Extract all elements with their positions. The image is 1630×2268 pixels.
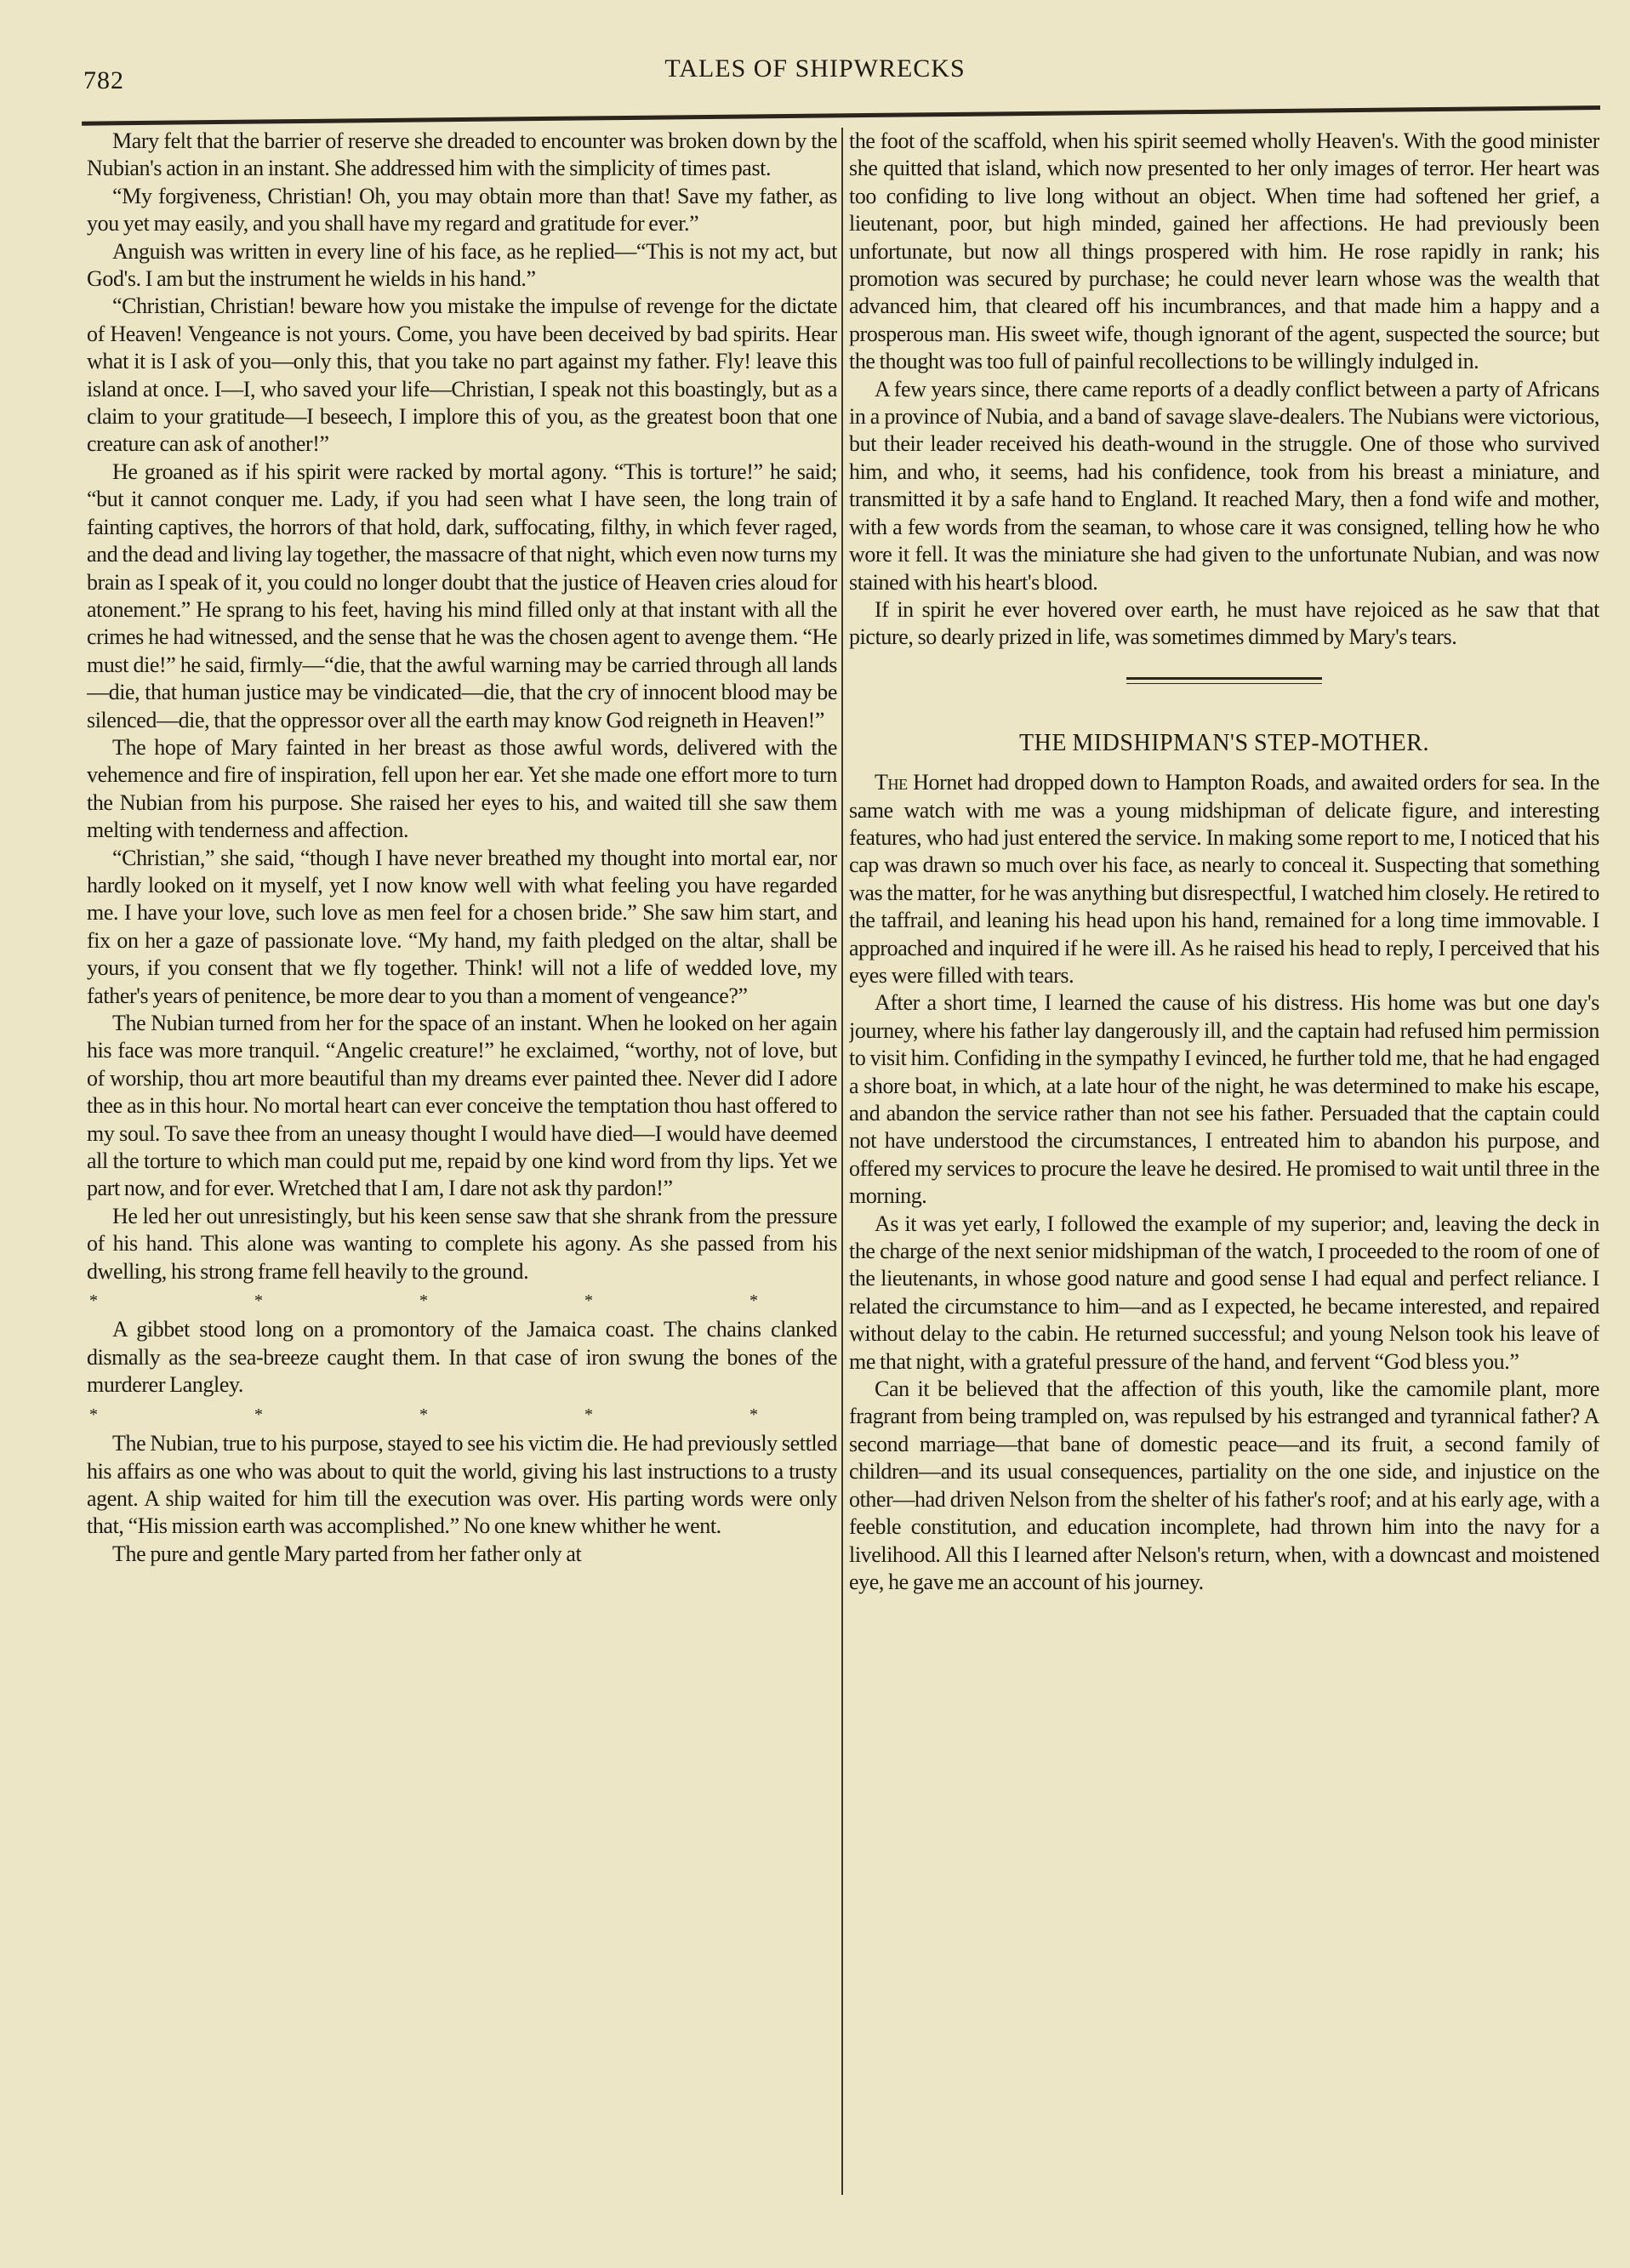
paragraph: The pure and gentle Mary parted from her father only at bbox=[112, 1541, 582, 1566]
section-stars: * * * * * bbox=[89, 1405, 835, 1424]
paragraph: The Nubian, true to his purpose, stayed to see his victim die. He had previously settled his affairs as one who was about to quit the world, giving his last instructions to a trusty agent. A ship waited for him till the execution was over. His parting words were only that, “His mission earth was accomplished.” No one knew whither he went. bbox=[87, 1431, 837, 1539]
paragraph: Anguish was written in every line of his face, as he replied—“This is not my act, but God's. I am but the instrument he wields in his hand.” bbox=[87, 238, 837, 292]
paragraph: The Nubian turned from her for the space of an instant. When he looked on her again his face was more tranquil. “Angelic creature!” he exclaimed, “worthy, not of love, but of worship, thou art more beautiful than my dreams ever painted thee. Never did I adore thee as in this hour. No mortal heart can ever conceive the temptation thou hast offered to my soul. To save thee from an uneasy thought I would have died—I would have deemed all the torture to which man could put me, repaid by one kind word from thy lips. Yet we part now, and for ever. Wretched that I am, I dare not ask thy pardon!” bbox=[87, 1011, 837, 1201]
column-divider bbox=[841, 128, 843, 2195]
paragraph: As it was yet early, I followed the example of my superior; and, leaving the deck in the charge of the next senior midshipman of the watch, I proceeded to the room of one of the lieutenants, in whose good nature and good sense I had equal and perfect reliance. I related the circumstance to him—and as I expected, he became interested, and repaired without delay to the cabin. He returned successful; and young Nelson took his leave of me that night, with a grateful pressure of the hand, and fervent “God bless you.” bbox=[849, 1211, 1599, 1374]
story-title: THE MIDSHIPMAN'S STEP-MOTHER. bbox=[1019, 729, 1429, 756]
paragraph: “My forgiveness, Christian! Oh, you may obtain more than that! Save my father, as you yet may easily, and you shall have my regard and gratitude for ever.” bbox=[87, 183, 837, 236]
paragraph: “Christian,” she said, “though I have never breathed my thought into mortal ear, nor hardly looked on it myself, yet I now know well with what feeling you have regarded me. I have your love, such love as men feel for a chosen bride.” She saw him start, and fix on her a gaze of passionate love. “My hand, my faith pledged on the altar, shall be yours, if you consent that we fly together. Think! will not a life of wedded love, my father's years of penitence, be more dear to you than a moment of vengeance?” bbox=[87, 845, 837, 1008]
header-rule bbox=[82, 105, 1600, 126]
paragraph: If in spirit he ever hovered over earth, he must have rejoiced as he saw that that picture, so dearly prized in life, was sometimes dimmed by Mary's tears. bbox=[849, 596, 1599, 650]
paragraph bbox=[849, 769, 1599, 989]
left-column bbox=[87, 128, 837, 2203]
section-stars: * * * * * bbox=[89, 1291, 835, 1311]
paragraph: A few years since, there came reports of a deadly conflict between a party of Africans in a province of Nubia, and a band of savage slave-dealers. The Nubians were victorious, but their leader received his death-wound in the struggle. One of those who survived him, and who, it seems, had his confidence, took from his breast a miniature, and transmitted it by a safe hand to England. It reached Mary, then a fond wife and mother, with a few words from the seaman, to whose care it was consigned, telling how he who wore it fell. It was the miniature she had given to the unfortunate Nubian, and was now stained with his heart's blood. bbox=[849, 376, 1599, 595]
paragraph: Mary felt that the barrier of reserve she dreaded to encounter was broken down by the Nubian's action in an instant. She addressed him with the simplicity of times past. bbox=[87, 128, 837, 181]
ornamental-rule bbox=[1126, 677, 1322, 684]
paragraph: Can it be believed that the affection of this youth, like the camomile plant, more fragrant from being trampled on, was repulsed by his estranged and tyrannical father? A second marriage—that bane of domestic peace—and its fruit, a second family of children—and its usual consequences, partiality on the one side, and injustice on the other—had driven Nelson from the shelter of his father's roof; and at his early age, with a feeble constitution, and education incomplete, had thrown him into the navy for a livelihood. All this I learned after Nelson's return, when, with a downcast and moistened eye, he gave me an account of his journey. bbox=[849, 1376, 1599, 1594]
right-column bbox=[849, 128, 1599, 2203]
paragraph-continued: the foot of the scaffold, when his spirit seemed wholly Heaven's. With the good minister she quitted that island, which now presented to her only images of terror. Her heart was too confiding to live long without an object. When time had softened her grief, a lieutenant, poor, but high minded, gained her affections. He had previously been unfortunate, but now all things prospered with him. He rose rapidly in rank; his promotion was secured by purchase; he could never learn whose was the wealth that advanced him, that cleared off his incumbrances, and that made him a happy and a prosperous man. His sweet wife, though ignorant of the agent, suspected the source; but the thought was too full of painful recollections to be willingly indulged in. bbox=[849, 128, 1599, 374]
paragraph: After a short time, I learned the cause of his distress. His home was but one day's journey, where his father lay dangerously ill, and the captain had refused him permission to visit him. Confiding in the sympathy I evinced, he further told me, that he had engaged a shore boat, in which, at a late hour of the night, he was determined to make his escape, and abandon the service rather than not see his father. Persuaded that the captain could not have understood the circumstances, I entreated him to abandon his purpose, and offered my services to procure the leave he desired. He promised to wait until three in the morning. bbox=[849, 990, 1599, 1209]
page-number: 782 bbox=[83, 66, 124, 94]
paragraph: He groaned as if his spirit were racked by mortal agony. “This is torture!” he said; “but it cannot conquer me. Lady, if you had seen what I have seen, the long train of fainting captives, the horrors of that hold, dark, suffocating, filthy, in which fever raged, and the dead and living lay together, the massacre of that night, which even now turns my brain as I speak of it, you could no longer doubt that the justice of Heaven cries aloud for atonement.” He sprang to his feet, having his mind filled only at that instant with all the crimes he had witnessed, and the sense that he was the chosen agent to avenge them. “He must die!” he said, firmly—“die, that the awful warning may be carried through all lands—die, that human justice may be vindicated—die, that the cry of innocent blood may be silenced—die, that the oppressor over all the earth may know God reigneth in Heaven!” bbox=[87, 459, 837, 732]
paragraph: The hope of Mary fainted in her breast as those awful words, delivered with the vehemence and fire of inspiration, fell upon her ear. Yet she made one effort more to turn the Nubian from his purpose. She raised her eyes to his, and waited till she saw them melting with tenderness and affection. bbox=[87, 734, 837, 843]
running-title: TALES OF SHIPWRECKS bbox=[664, 54, 966, 83]
paragraph: He led her out unresistingly, but his keen sense saw that she shrank from the pressure of his hand. This alone was wanting to complete his agony. As she passed from his dwelling, his strong frame fell heavily to the ground. bbox=[87, 1203, 837, 1284]
paragraph: “Christian, Christian! beware how you mistake the impulse of revenge for the dictate of Heaven! Vengeance is not yours. Come, you have been deceived by bad spirits. Hear what it is I ask of you—only this, that you take no part against my father. Fly! leave this island at once. I—I, who saved your life—Christian, I speak not this boastingly, but as a claim to your gratitude—I beseech, I implore this of you, as the greatest boon that one creature can ask of another!” bbox=[87, 293, 837, 457]
paragraph: A gibbet stood long on a promontory of the Jamaica coast. The chains clanked dismally as the sea-breeze caught them. In that case of iron swung the bones of the murderer Langley. bbox=[87, 1317, 837, 1398]
paragraph-text: Hornet had dropped down to Hampton Roads, and awaited orders for sea. In the same watch with me was a young midshipman of delicate figure, and interesting features, who had just entered the service. In making some report to me, I noticed that his cap was drawn so much over his face, as nearly to conceal it. Suspecting that something was the matter, for he was anything but disrespectful, I watched him closely. He retired to the taffrail, and leaning his head upon his hand, remained for a long time immovable. I approached and inquired if he were ill. As he raised his head to reply, I perceived that his eyes were filled with tears. bbox=[849, 770, 1599, 988]
drop-word: The bbox=[875, 770, 908, 795]
